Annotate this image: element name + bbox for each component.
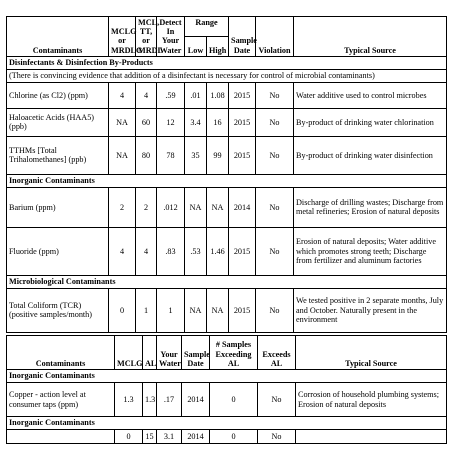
contaminant-name xyxy=(7,430,115,444)
mcl-value: 1 xyxy=(136,288,157,332)
mclg-value: 4 xyxy=(109,82,136,108)
samples-exceeding-value: 0 xyxy=(210,430,258,444)
range-low-value: 3.4 xyxy=(185,108,207,136)
header-sample-date: Sample Date xyxy=(229,17,256,57)
typical-source-value: By-product of drinking water chlorination xyxy=(294,108,447,136)
violation-value: No xyxy=(256,227,294,275)
section-title: Inorganic Contaminants xyxy=(7,174,447,187)
contaminant-name: Haloacetic Acids (HAA5) (ppb) xyxy=(7,108,109,136)
mcl-value: 4 xyxy=(136,227,157,275)
table-row xyxy=(7,430,447,444)
sample-date-value: 2015 xyxy=(229,227,256,275)
section-title-row xyxy=(7,417,447,430)
section-title-row xyxy=(7,56,447,69)
table-row xyxy=(7,187,447,227)
range-low-value: .53 xyxy=(185,227,207,275)
table-row xyxy=(7,108,447,136)
exceeds-al-value: No xyxy=(258,383,296,417)
mclg-value: 1.3 xyxy=(115,383,143,417)
header-high: High xyxy=(207,36,229,56)
detect-value: .83 xyxy=(157,227,185,275)
header-your-water: Your Water xyxy=(157,336,182,370)
violation-value: No xyxy=(256,136,294,174)
header-detect: Detect In Your Water xyxy=(157,17,185,57)
contaminant-name: TTHMs [Total Trihalomethanes] (ppb) xyxy=(7,136,109,174)
section-title: Inorganic Contaminants xyxy=(7,370,447,383)
header-violation: Violation xyxy=(256,17,294,57)
sample-date-value: 2015 xyxy=(229,136,256,174)
mcl-value: 2 xyxy=(136,187,157,227)
section-title-row xyxy=(7,275,447,288)
range-high-value: NA xyxy=(207,187,229,227)
al-value: 15 xyxy=(143,430,157,444)
header-mclg: MCLG xyxy=(115,336,143,370)
section-note: (There is convincing evidence that addition of a disinfectant is necessary for control of microbial contaminants) xyxy=(7,69,447,82)
typical-source-value: Erosion of natural deposits; Water additive which promotes strong teeth; Discharge from fertilizer and aluminum factories xyxy=(294,227,447,275)
header-typical-source: Typical Source xyxy=(296,336,447,370)
your-water-value: 3.1 xyxy=(157,430,182,444)
table-row xyxy=(7,383,447,417)
typical-source-value: We tested positive in 2 separate months, July and October. Naturally present in the environment xyxy=(294,288,447,332)
section-title-row xyxy=(7,370,447,383)
sample-date-value: 2014 xyxy=(182,430,210,444)
range-high-value: 1.08 xyxy=(207,82,229,108)
sample-date-value: 2015 xyxy=(229,108,256,136)
header-sample-date: Sample Date xyxy=(182,336,210,370)
range-high-value: 99 xyxy=(207,136,229,174)
range-high-value: NA xyxy=(207,288,229,332)
al-value: 1.3 xyxy=(143,383,157,417)
mcl-value: 80 xyxy=(136,136,157,174)
exceeds-al-value: No xyxy=(258,430,296,444)
header-samples-exceeding: # Samples Exceeding AL xyxy=(210,336,258,370)
section-note-row xyxy=(7,69,447,82)
typical-source-value: Discharge of drilling wastes; Discharge from metal refineries; Erosion of natural deposits xyxy=(294,187,447,227)
mclg-value: 0 xyxy=(109,288,136,332)
range-high-value: 16 xyxy=(207,108,229,136)
header-typical-source: Typical Source xyxy=(294,17,447,57)
samples-exceeding-value: 0 xyxy=(210,383,258,417)
sample-date-value: 2014 xyxy=(182,383,210,417)
violation-value: No xyxy=(256,108,294,136)
table-row xyxy=(7,288,447,332)
range-low-value: NA xyxy=(185,288,207,332)
header-exceeds-al: Exceeds AL xyxy=(258,336,296,370)
mclg-value: NA xyxy=(109,136,136,174)
detect-value: .012 xyxy=(157,187,185,227)
header-mcl: MCL, TT, or MRDL xyxy=(136,17,157,57)
violation-value: No xyxy=(256,187,294,227)
mclg-value: 4 xyxy=(109,227,136,275)
section-title-row xyxy=(7,174,447,187)
range-high-value: 1.46 xyxy=(207,227,229,275)
header-range: Range xyxy=(185,17,229,37)
contaminant-name: Fluoride (ppm) xyxy=(7,227,109,275)
sample-date-value: 2014 xyxy=(229,187,256,227)
violation-value: No xyxy=(256,288,294,332)
table-row xyxy=(7,82,447,108)
detect-value: 12 xyxy=(157,108,185,136)
your-water-value: .17 xyxy=(157,383,182,417)
table-row xyxy=(7,136,447,174)
regulated-contaminants-table xyxy=(6,16,447,333)
typical-source-value: Water additive used to control microbes xyxy=(294,82,447,108)
sample-date-value: 2015 xyxy=(229,288,256,332)
section-title: Microbiological Contaminants xyxy=(7,275,447,288)
table-row xyxy=(7,227,447,275)
sample-date-value: 2015 xyxy=(229,82,256,108)
header-low: Low xyxy=(185,36,207,56)
range-low-value: NA xyxy=(185,187,207,227)
header-contaminants: Contaminants xyxy=(7,336,115,370)
table2-header-row xyxy=(7,336,447,370)
detect-value: 78 xyxy=(157,136,185,174)
header-al: AL xyxy=(143,336,157,370)
contaminant-name: Copper - action level at consumer taps (ppm) xyxy=(7,383,115,417)
header-contaminants: Contaminants xyxy=(7,17,109,57)
typical-source-value: By-product of drinking water disinfection xyxy=(294,136,447,174)
typical-source-value xyxy=(296,430,447,444)
mcl-value: 60 xyxy=(136,108,157,136)
table1-header-row-1 xyxy=(7,17,447,37)
header-mclg: MCLG or MRDLG xyxy=(109,17,136,57)
range-low-value: 35 xyxy=(185,136,207,174)
mclg-value: NA xyxy=(109,108,136,136)
violation-value: No xyxy=(256,82,294,108)
lead-copper-table xyxy=(6,335,447,444)
contaminant-name: Chlorine (as Cl2) (ppm) xyxy=(7,82,109,108)
detect-value: 1 xyxy=(157,288,185,332)
typical-source-value: Corrosion of household plumbing systems; Erosion of natural deposits xyxy=(296,383,447,417)
mcl-value: 4 xyxy=(136,82,157,108)
range-low-value: .01 xyxy=(185,82,207,108)
contaminant-name: Barium (ppm) xyxy=(7,187,109,227)
mclg-value: 0 xyxy=(115,430,143,444)
section-title: Inorganic Contaminants xyxy=(7,417,447,430)
mclg-value: 2 xyxy=(109,187,136,227)
section-title: Disinfectants & Disinfection By-Products xyxy=(7,56,447,69)
detect-value: .59 xyxy=(157,82,185,108)
contaminant-name: Total Coliform (TCR) (positive samples/month) xyxy=(7,288,109,332)
